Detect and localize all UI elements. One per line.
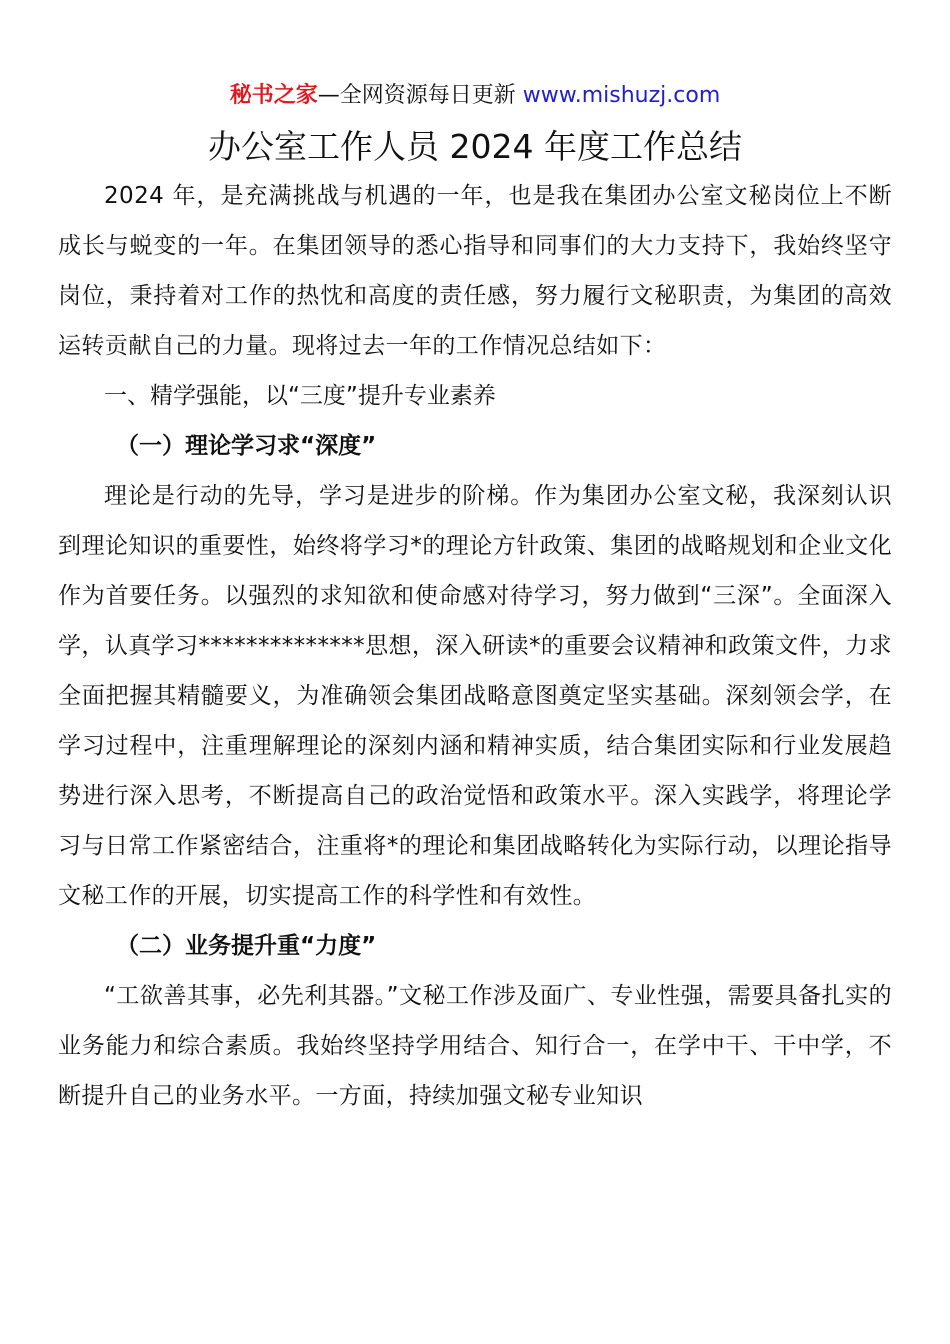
site-banner [0, 80, 950, 112]
section-heading: 一、精学强能，以“三度”提升专业素养 [104, 383, 496, 409]
site-url-link[interactable]: www.mishuzj.com [522, 83, 721, 108]
subsection-paragraph-2: “工欲善其事，必先利其器。”文秘工作涉及面广、专业性强，需要具备扎实的业务能力和综合素质。我始终坚持学用结合、知行合一，在学中干、干中学，不断提升自己的业务水平。一方面，持续加强文秘专业知识 [58, 983, 892, 1109]
intro-paragraph: 2024 年，是充满挑战与机遇的一年，也是我在集团办公室文秘岗位上不断成长与蜕变的一年。在集团领导的悉心指导和同事们的大力支持下，我始终坚守岗位，秉持着对工作的热忱和高度的责任感，努力履行文秘职责，为集团的高效运转贡献自己的力量。现将过去一年的工作情况总结如下： [58, 183, 892, 359]
subsection-heading-1: （一）理论学习求“深度” [116, 433, 377, 459]
document-title: 办公室工作人员 2024 年度工作总结 [208, 127, 742, 166]
subsection-heading-2: （二）业务提升重“力度” [116, 933, 377, 959]
document-body [58, 171, 892, 1121]
brand-name: 秘书之家 [229, 83, 318, 108]
subsection-paragraph-1: 理论是行动的先导，学习是进步的阶梯。作为集团办公室文秘，我深刻认识到理论知识的重要性，始终将学习*的理论方针政策、集团的战略规划和企业文化作为首要任务。以强烈的求知欲和使命感对待学习，努力做到“三深”。全面深入学，认真学习**************思想，深入研读*的重要会议精神和政策文件，力求全面把握其精髓要义，为准确领会集团战略意图奠定坚实基础。深刻领会学，在学习过程中，注重理解理论的深刻内涵和精神实质，结合集团实际和行业发展趋势进行深入思考，不断提高自己的政治觉悟和政策水平。深入实践学，将理论学习与日常工作紧密结合，注重将*的理论和集团战略转化为实际行动，以理论指导文秘工作的开展，切实提高工作的科学性和有效性。 [58, 483, 892, 909]
banner-tagline: —全网资源每日更新 [317, 83, 523, 108]
